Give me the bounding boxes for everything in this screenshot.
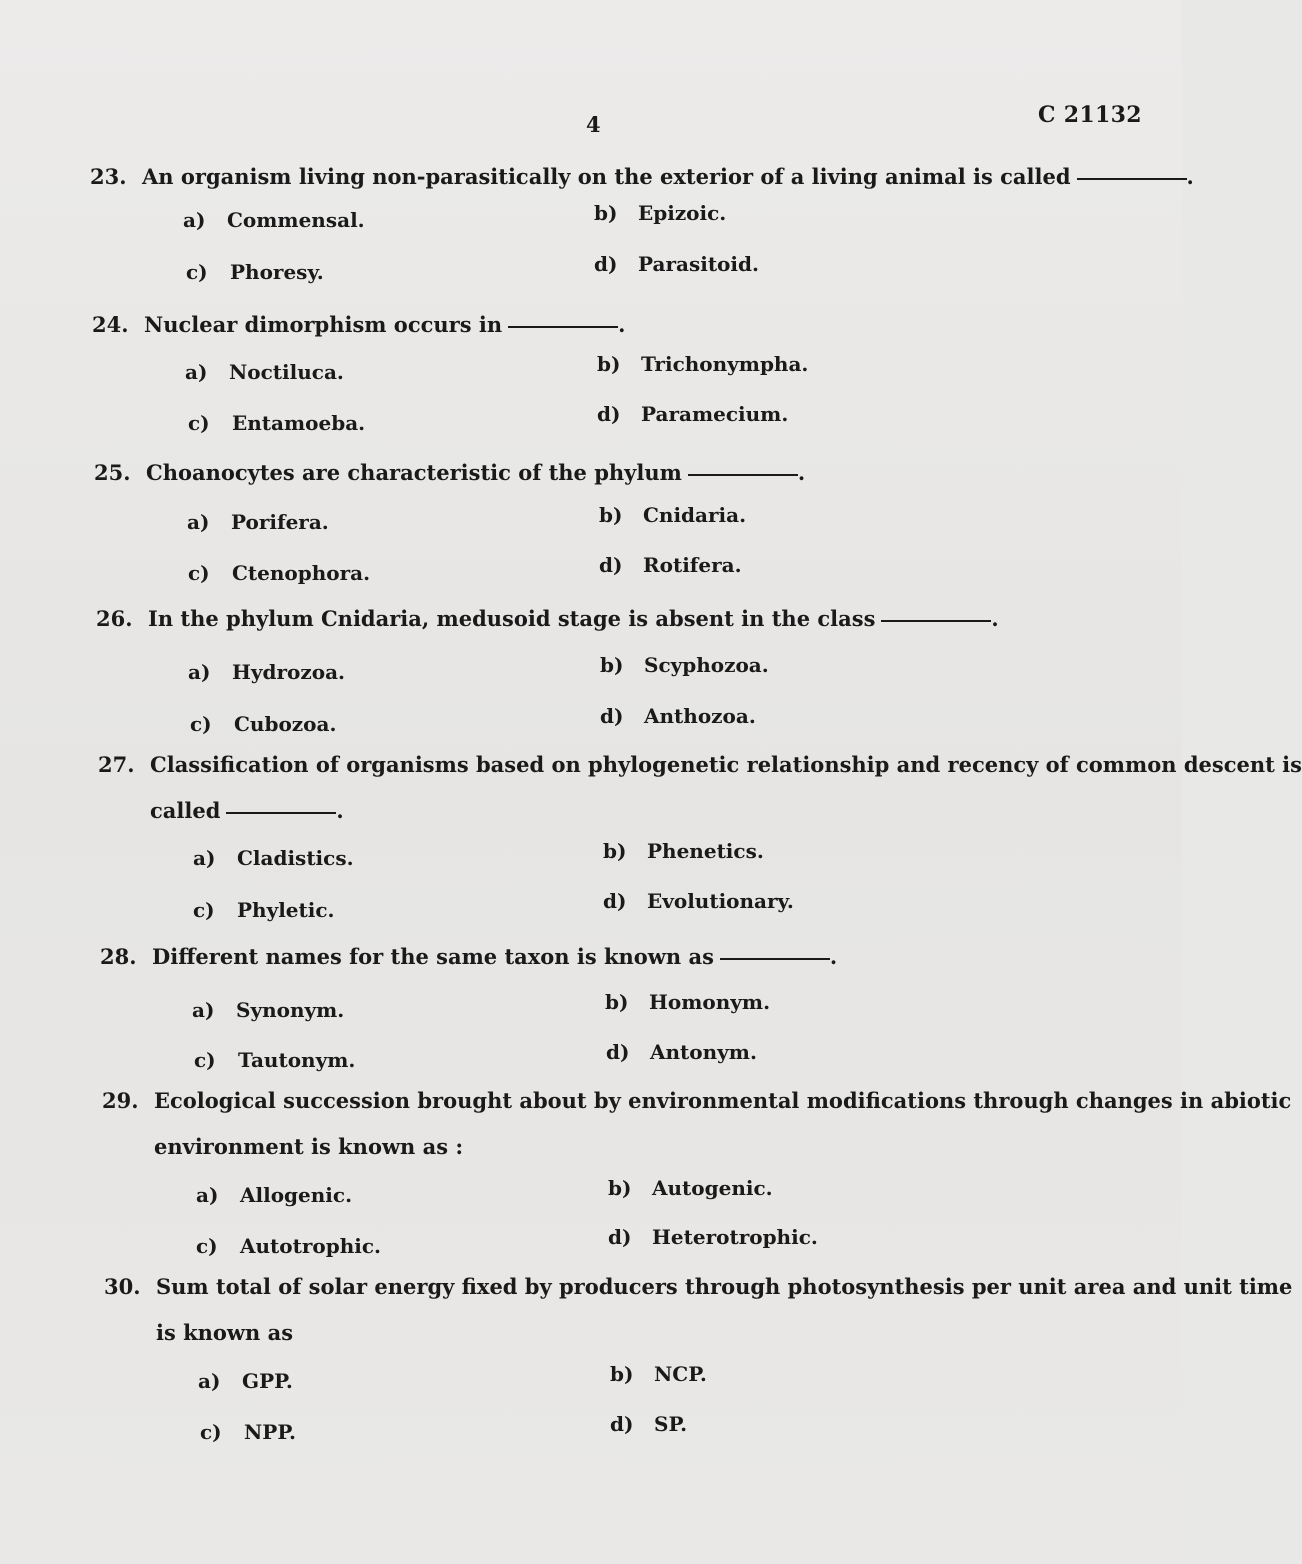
option-text: Noctiluca.: [229, 360, 344, 384]
answer-blank: [508, 326, 618, 328]
option-a: [192, 998, 344, 1022]
question-text: Different names for the same taxon is known as: [152, 944, 714, 969]
option-a: [198, 1369, 293, 1393]
option-label: c): [200, 1420, 222, 1444]
question-text-continued: called: [150, 798, 221, 823]
question-text-line: [100, 944, 837, 969]
option-label: c): [188, 411, 210, 435]
question-text-line: [90, 164, 1194, 189]
option-c: [188, 411, 365, 435]
question-text-line: [98, 752, 1302, 777]
question-text: Choanocytes are characteristic of the phylum: [146, 460, 682, 485]
answer-blank: [226, 812, 336, 814]
answer-blank: [881, 620, 991, 622]
option-label: c): [193, 898, 215, 922]
option-d: [603, 889, 794, 913]
option-text: Cubozoa.: [234, 712, 337, 736]
option-c: [186, 260, 324, 284]
question-number: 24.: [92, 312, 129, 337]
paper-code: C 21132: [1038, 102, 1142, 128]
option-label: d): [600, 704, 624, 728]
option-text: NPP.: [244, 1420, 297, 1444]
option-text: Commensal.: [227, 208, 365, 232]
option-text: Scyphozoa.: [644, 653, 769, 677]
option-text: Ctenophora.: [232, 561, 371, 585]
option-b: [610, 1362, 707, 1386]
question-suffix: .: [1186, 164, 1194, 189]
option-text: Evolutionary.: [647, 889, 794, 913]
question-text-continued: is known as: [156, 1320, 294, 1345]
answer-blank: [720, 958, 830, 960]
option-text: Rotifera.: [643, 553, 742, 577]
option-label: c): [194, 1048, 216, 1072]
option-c: [200, 1420, 296, 1444]
option-label: a): [183, 208, 206, 232]
option-label: c): [188, 561, 210, 585]
option-label: d): [608, 1225, 632, 1249]
option-text: Anthozoa.: [644, 704, 756, 728]
option-label: a): [188, 660, 211, 684]
option-a: [183, 208, 365, 232]
option-text: Tautonym.: [238, 1048, 356, 1072]
option-b: [597, 352, 808, 376]
question-text-line: [104, 1274, 1292, 1299]
option-text: Paramecium.: [641, 402, 789, 426]
option-d: [600, 704, 756, 728]
question-text-line: [92, 312, 625, 337]
option-label: b): [599, 503, 623, 527]
question-text: Ecological succession brought about by environmental modifications through changes in abiotic: [154, 1088, 1292, 1113]
question-text-line-2: [154, 1134, 463, 1159]
option-label: d): [606, 1040, 630, 1064]
option-a: [187, 510, 329, 534]
option-text: Synonym.: [236, 998, 345, 1022]
option-b: [594, 201, 726, 225]
option-label: d): [603, 889, 627, 913]
question-number: 27.: [98, 752, 135, 777]
option-label: c): [196, 1234, 218, 1258]
option-a: [188, 660, 345, 684]
question-suffix: .: [829, 944, 838, 969]
option-d: [597, 402, 788, 426]
option-label: b): [605, 990, 629, 1014]
option-label: a): [196, 1183, 219, 1207]
question-number: 26.: [96, 606, 133, 631]
option-label: a): [193, 846, 216, 870]
question-number: 25.: [94, 460, 131, 485]
option-text: Cnidaria.: [643, 503, 747, 527]
option-d: [608, 1225, 818, 1249]
option-label: c): [190, 712, 212, 736]
option-text: Trichonympha.: [641, 352, 809, 376]
option-label: b): [600, 653, 624, 677]
question-suffix: .: [336, 798, 344, 823]
option-c: [190, 712, 336, 736]
option-d: [599, 553, 742, 577]
answer-blank: [688, 474, 798, 476]
option-label: d): [610, 1412, 634, 1436]
option-text: Parasitoid.: [638, 252, 759, 276]
option-c: [193, 898, 335, 922]
option-label: a): [185, 360, 208, 384]
question-text: In the phylum Cnidaria, medusoid stage is absent in the class: [148, 606, 876, 631]
question-text: Nuclear dimorphism occurs in: [144, 312, 503, 337]
option-text: Entamoeba.: [232, 411, 366, 435]
question-text-line: [94, 460, 805, 485]
option-b: [603, 839, 764, 863]
option-text: Antonym.: [650, 1040, 757, 1064]
option-label: b): [608, 1176, 632, 1200]
question-text: An organism living non-parasitically on the exterior of a living animal is called: [142, 164, 1071, 189]
question-number: 29.: [102, 1088, 139, 1113]
question-text-continued: environment is known as :: [154, 1134, 464, 1159]
option-text: SP.: [654, 1412, 688, 1436]
question-text-line: [102, 1088, 1291, 1113]
option-text: Cladistics.: [237, 846, 354, 870]
option-a: [193, 846, 354, 870]
question-text: Sum total of solar energy fixed by producers through photosynthesis per unit area and unit time: [156, 1274, 1293, 1299]
question-suffix: .: [991, 606, 999, 631]
question-text: Classification of organisms based on phylogenetic relationship and recency of common descent is: [150, 752, 1302, 777]
option-label: a): [192, 998, 215, 1022]
option-c: [196, 1234, 381, 1258]
option-c: [194, 1048, 355, 1072]
option-label: d): [599, 553, 623, 577]
option-text: Phoresy.: [230, 260, 324, 284]
option-text: Porifera.: [231, 510, 329, 534]
option-label: c): [186, 260, 208, 284]
option-label: b): [597, 352, 621, 376]
question-text-line-2: [156, 1320, 293, 1345]
option-text: Phyletic.: [237, 898, 335, 922]
option-text: Homonym.: [649, 990, 771, 1014]
option-a: [196, 1183, 352, 1207]
page-number: 4: [586, 112, 601, 137]
question-text-line-2: [150, 798, 344, 823]
option-label: a): [198, 1369, 221, 1393]
question-suffix: .: [618, 312, 626, 337]
question-number: 28.: [100, 944, 137, 969]
option-text: NCP.: [654, 1362, 707, 1386]
option-label: b): [603, 839, 627, 863]
question-number: 23.: [90, 164, 127, 189]
option-text: Hydrozoa.: [232, 660, 345, 684]
option-text: Phenetics.: [647, 839, 764, 863]
option-d: [594, 252, 759, 276]
option-label: a): [187, 510, 210, 534]
question-suffix: .: [797, 460, 806, 485]
option-a: [185, 360, 344, 384]
option-label: d): [597, 402, 621, 426]
option-d: [610, 1412, 687, 1436]
answer-blank: [1077, 178, 1187, 180]
option-b: [605, 990, 770, 1014]
option-text: Autogenic.: [652, 1176, 773, 1200]
option-b: [608, 1176, 773, 1200]
option-c: [188, 561, 370, 585]
option-text: Heterotrophic.: [652, 1225, 818, 1249]
option-label: b): [594, 201, 618, 225]
option-b: [599, 503, 746, 527]
question-number: 30.: [104, 1274, 141, 1299]
option-label: b): [610, 1362, 634, 1386]
option-d: [606, 1040, 757, 1064]
question-text-line: [96, 606, 999, 631]
option-text: Epizoic.: [638, 201, 727, 225]
option-text: Allogenic.: [240, 1183, 353, 1207]
option-text: Autotrophic.: [240, 1234, 382, 1258]
option-text: GPP.: [242, 1369, 293, 1393]
option-b: [600, 653, 769, 677]
option-label: d): [594, 252, 618, 276]
